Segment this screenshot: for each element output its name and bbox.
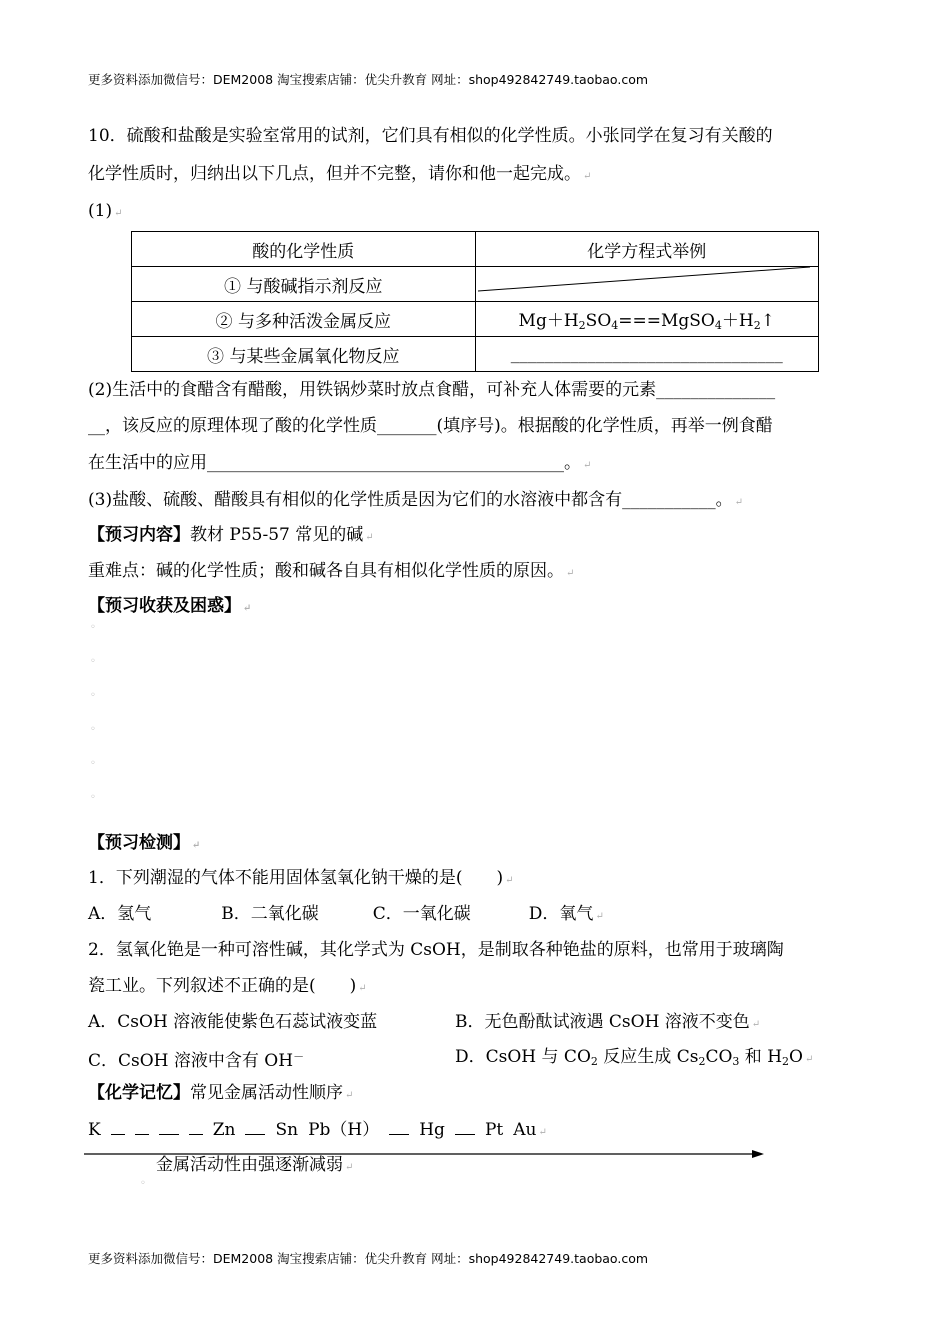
check-q1: 1．下列潮湿的气体不能用固体氢氧化钠干燥的是( ) ↵ [88, 868, 514, 888]
table-row2-right-equation: $Mg+H_2SO_4===MgSO_4+H_2↑$ [475, 302, 819, 337]
q10-part3: (3)盐酸、硫酸、醋酸具有相似的化学性质是因为它们的水溶液中都含有___________。 ↵ [88, 490, 743, 510]
table-header-left: 酸的化学性质 [132, 232, 476, 267]
check-title: 【预习检测】 ↵ [88, 833, 201, 853]
table-row1-left: ① 与酸碱指示剂反应 [132, 267, 476, 302]
table-row3-left: ③ 与某些金属氧化物反应 [132, 337, 476, 372]
page-footer: 更多资料添加微信号：DEM2008 淘宝搜索店铺：优尖升教育 网址：shop492842749.taobao.com [88, 1251, 649, 1266]
table-row3-right-blank: ________________________________ [475, 337, 819, 372]
q2-option-c: C．CsOH 溶液中含有 OH－ [88, 1050, 305, 1071]
diagonal-line [476, 267, 820, 301]
check-q2-line2: 瓷工业。下列叙述不正确的是( ) ↵ [88, 976, 367, 996]
empty-line-mark: ◦ [90, 656, 96, 667]
q10-part2-line1: (2)生活中的食醋含有醋酸，用铁锅炒菜时放点食醋，可补充人体需要的元素______________ [88, 380, 776, 400]
table-row2-left: ② 与多种活泼金属反应 [132, 302, 476, 337]
page-header: 更多资料添加微信号：DEM2008 淘宝搜索店铺：优尖升教育 网址：shop492842749.taobao.com [88, 72, 649, 87]
q1-option-b: B．二氧化碳 [221, 904, 319, 924]
empty-line-mark: ◦ [90, 690, 96, 701]
q10-part1-label: (1) ↵ [88, 201, 123, 221]
q2-option-a: A．CsOH 溶液能使紫色石蕊试液变蓝 [88, 1012, 378, 1032]
q1-option-a: A．氢气 [88, 904, 152, 924]
table-row1-right-diagonal [475, 267, 819, 302]
metal-activity-series: K Zn Sn Pb（H） Hg Pt Au ↵ [88, 1120, 547, 1140]
q10-line2: 化学性质时，归纳出以下几点，但并不完整，请你和他一起完成。 ↵ [88, 164, 592, 184]
acid-properties-table [131, 231, 819, 372]
empty-line-mark: ◦ [90, 758, 96, 769]
preview-difficulty: 重难点：碱的化学性质；酸和碱各自具有相似化学性质的原因。 ↵ [88, 561, 575, 581]
preview-gain-title: 【预习收获及困惑】 ↵ [88, 596, 252, 616]
q1-option-d: D．氧气 [528, 904, 594, 924]
q10-line1: 10．硫酸和盐酸是实验室常用的试剂，它们具有相似的化学性质。小张同学在复习有关酸的 [88, 126, 773, 146]
q2-option-d: D．CsOH 与 $CO_2$ 反应生成 $Cs_2CO_3$ 和 $H_2O$ ↵ [455, 1047, 814, 1068]
q1-option-c: C．一氧化碳 [372, 904, 471, 924]
q10-part2-line3: 在生活中的应用__________________________________________。 ↵ [88, 453, 592, 473]
empty-line-mark: ◦ [90, 724, 96, 735]
memory-section: 【化学记忆】常见金属活动性顺序 ↵ [88, 1083, 354, 1103]
empty-line-mark: ◦ [90, 622, 96, 633]
q10-part2-line2: __，该反应的原理体现了酸的化学性质_______(填序号)。根据酸的化学性质，再举一例食醋 [88, 416, 773, 436]
empty-line-mark: ◦ [140, 1178, 146, 1189]
memory-title: 【化学记忆】 [88, 1083, 190, 1103]
table-header-right: 化学方程式举例 [475, 232, 819, 267]
preview-content: 【预习内容】教材 P55-57 常见的碱 ↵ [88, 525, 374, 545]
preview-title: 【预习内容】 [88, 525, 190, 545]
check-q2-line1: 2．氢氧化铯是一种可溶性碱，其化学式为 CsOH，是制取各种铯盐的原料，也常用于玻璃陶 [88, 940, 784, 960]
q2-option-b: B．无色酚酞试液遇 CsOH 溶液不变色 ↵ [455, 1012, 761, 1032]
empty-line-mark: ◦ [90, 792, 96, 803]
check-q1-options: A．氢气 B．二氧化碳 C．一氧化碳 D．氧气 ↵ [88, 904, 604, 924]
arrow-label: 金属活动性由强逐渐减弱 ↵ [156, 1155, 354, 1175]
